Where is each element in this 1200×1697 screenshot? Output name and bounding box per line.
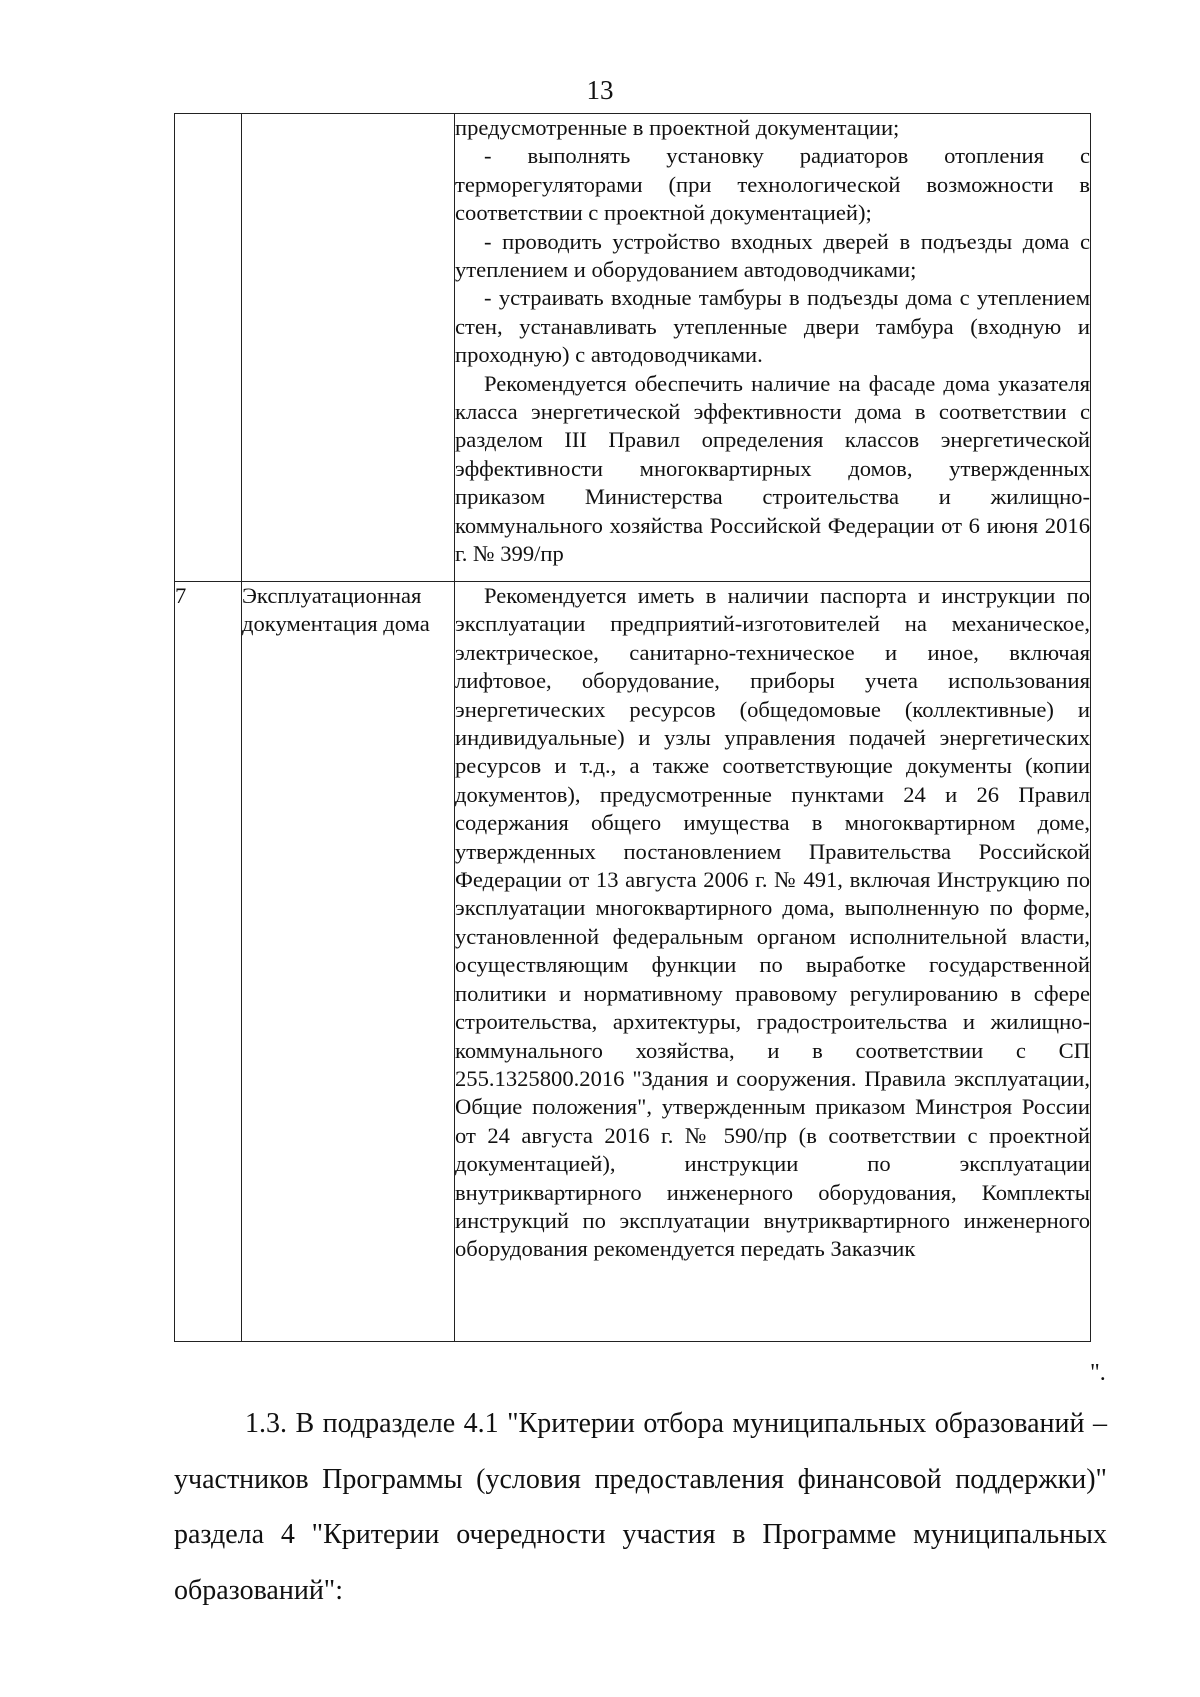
table-row — [175, 114, 1091, 582]
page-number: 13 — [586, 75, 614, 105]
row-number-cell — [175, 114, 242, 582]
table-closing-mark: ". — [1090, 1360, 1106, 1386]
row-name-cell: Эксплуатационная документация дома — [242, 582, 455, 1342]
text-paragraph: Рекомендуется обеспечить наличие на фасаде дома указателя класса энергетической эффективности дома в соответствии с разделом III Правил определения классов энергетической эффективности многоквартирных домов, утвержденных приказом Министерства строительства и жилищно-коммунального хозяйства Российской Федерации от 6 июня 2016 г. № 399/пр — [455, 370, 1090, 567]
row-text-cell — [455, 114, 1091, 582]
table-row — [175, 582, 1091, 1342]
text-paragraph: - проводить устройство входных дверей в подъезды дома с утеплением и оборудованием автодоводчиками; — [455, 228, 1090, 283]
text-paragraph: предусмотренные в проектной документации; — [455, 115, 900, 140]
row-name-cell — [242, 114, 455, 582]
body-paragraph: 1.3. В подразделе 4.1 "Критерии отбора муниципальных образований – участников Программы (условия предоставления финансовой поддержки)" раздела 4 "Критерии очередности участия в Программе муниципальных образований": — [174, 1408, 1107, 1606]
text-paragraph: - выполнять установку радиаторов отопления с терморегуляторами (при технологической возможности в соответствии с проектной документацией); — [455, 143, 1090, 226]
row-number-cell: 7 — [175, 582, 242, 1342]
text-paragraph: - устраивать входные тамбуры в подъезды дома с утеплением стен, устанавливать утепленные двери тамбура (входную и проходную) с автодоводчиками. — [455, 285, 1090, 368]
row-text-cell — [455, 582, 1091, 1342]
text-paragraph: Рекомендуется иметь в наличии паспорта и инструкции по эксплуатации предприятий-изготовителей на механическое, электрическое, санитарно-техническое и иное, включая лифтовое, оборудование, приборы учета использования энергетических ресурсов (общедомовые (коллективные) и индивидуальные) и узлы управления подачей энергетических ресурсов и т.д., а также соответствующие документы (копии документов), предусмотренные пунктами 24 и 26 Правил содержания общего имущества в многоквартирном доме, утвержденных постановлением Правительства Российской Федерации от 13 августа 2006 г. № 491, включая Инструкцию по эксплуатации многоквартирного дома, выполненную по форме, установленной федеральным органом исполнительной власти, осуществляющим функции по выработке государственной политики и нормативному правовому регулированию в сфере строительства, архитектуры, градостроительства и жилищно-коммунального хозяйства, и в соответствии с СП 255.1325800.2016 "Здания и сооружения. Правила эксплуатации, Общие положения", утвержденным приказом Минстроя России от 24 августа 2016 г. № 590/пр (в соответствии с проектной документацией), инструкции по эксплуатации внутриквартирного инженерного оборудования, Комплекты инструкций по эксплуатации внутриквартирного инженерного оборудования рекомендуется передать Заказчик — [455, 583, 1090, 1262]
requirements-table — [174, 113, 1091, 1342]
